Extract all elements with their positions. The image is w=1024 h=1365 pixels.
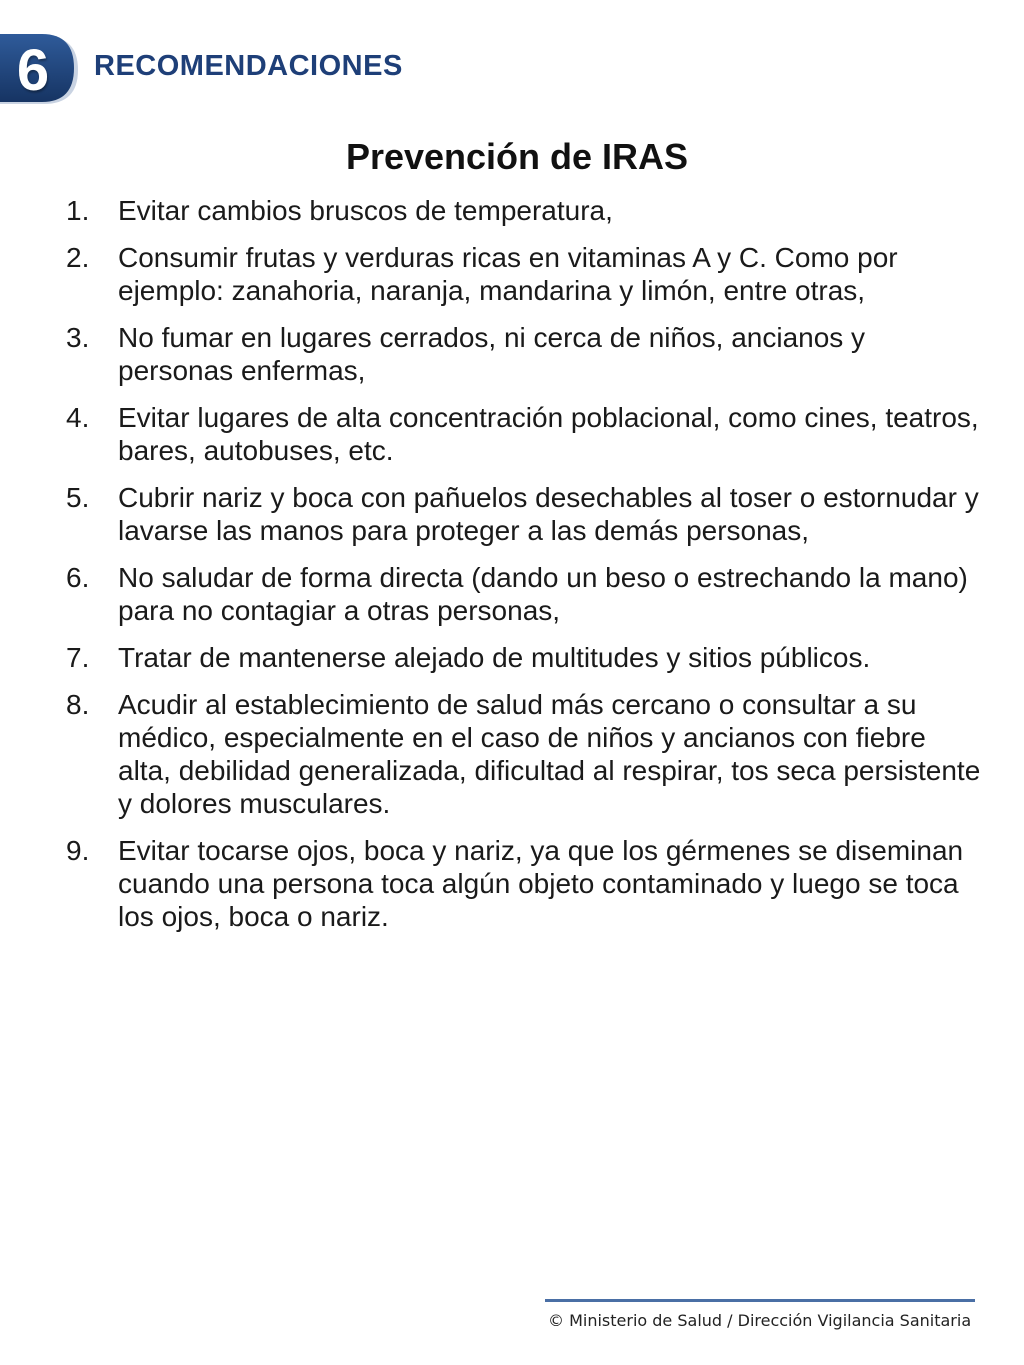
list-item — [66, 401, 986, 467]
list-item-number: 2. — [66, 242, 90, 273]
list-item-text: Evitar lugares de alta concentración poblacional, como cines, teatros, bares, autobuses, etc. — [118, 402, 979, 466]
list-item-text: Evitar cambios bruscos de temperatura, — [118, 195, 613, 226]
list-item — [66, 834, 986, 933]
section-title: RECOMENDACIONES — [94, 50, 403, 82]
list-item-number: 3. — [66, 322, 90, 353]
list-item-text: Acudir al establecimiento de salud más cercano o consultar a su médico, especialmente en el caso de niños y ancianos con fiebre alta, debilidad generalizada, dificultad al respirar, tos seca persistente y dolores musculares. — [118, 689, 981, 819]
list-item-number: 6. — [66, 562, 90, 593]
list-item-text: Cubrir nariz y boca con pañuelos desechables al toser o estornudar y lavarse las manos para proteger a las demás personas, — [118, 482, 979, 546]
list-item — [66, 561, 986, 627]
list-item-text: Tratar de mantenerse alejado de multitudes y sitios públicos. — [118, 642, 871, 673]
document-title: Prevención de IRAS — [345, 136, 689, 177]
footer-copyright: © Ministerio de Salud / Dirección Vigilancia Sanitaria — [548, 1311, 972, 1330]
list-item-number: 1. — [66, 195, 90, 226]
list-item-number: 5. — [66, 482, 90, 513]
list-item — [66, 688, 986, 820]
list-item-text: Evitar tocarse ojos, boca y nariz, ya que los gérmenes se diseminan cuando una persona toca algún objeto contaminado y luego se toca los ojos, boca o nariz. — [118, 835, 964, 932]
list-item-number: 7. — [66, 642, 90, 673]
list-item-number: 8. — [66, 689, 90, 720]
footer-divider — [545, 1299, 975, 1302]
list-item-text: No saludar de forma directa (dando un beso o estrechando la mano) para no contagiar a otras personas, — [118, 562, 968, 626]
section-number: 6 — [16, 38, 50, 103]
list-item — [66, 194, 986, 227]
list-item-text: No fumar en lugares cerrados, ni cerca de niños, ancianos y personas enfermas, — [118, 322, 866, 386]
list-item — [66, 321, 986, 387]
list-item-text: Consumir frutas y verduras ricas en vitaminas A y C. Como por ejemplo: zanahoria, naranja, mandarina y limón, entre otras, — [118, 242, 898, 306]
list-item — [66, 641, 986, 674]
list-item-number: 9. — [66, 835, 90, 866]
list-item — [66, 241, 986, 307]
list-item-number: 4. — [66, 402, 90, 433]
recommendations-list — [66, 194, 986, 947]
list-item — [66, 481, 986, 547]
